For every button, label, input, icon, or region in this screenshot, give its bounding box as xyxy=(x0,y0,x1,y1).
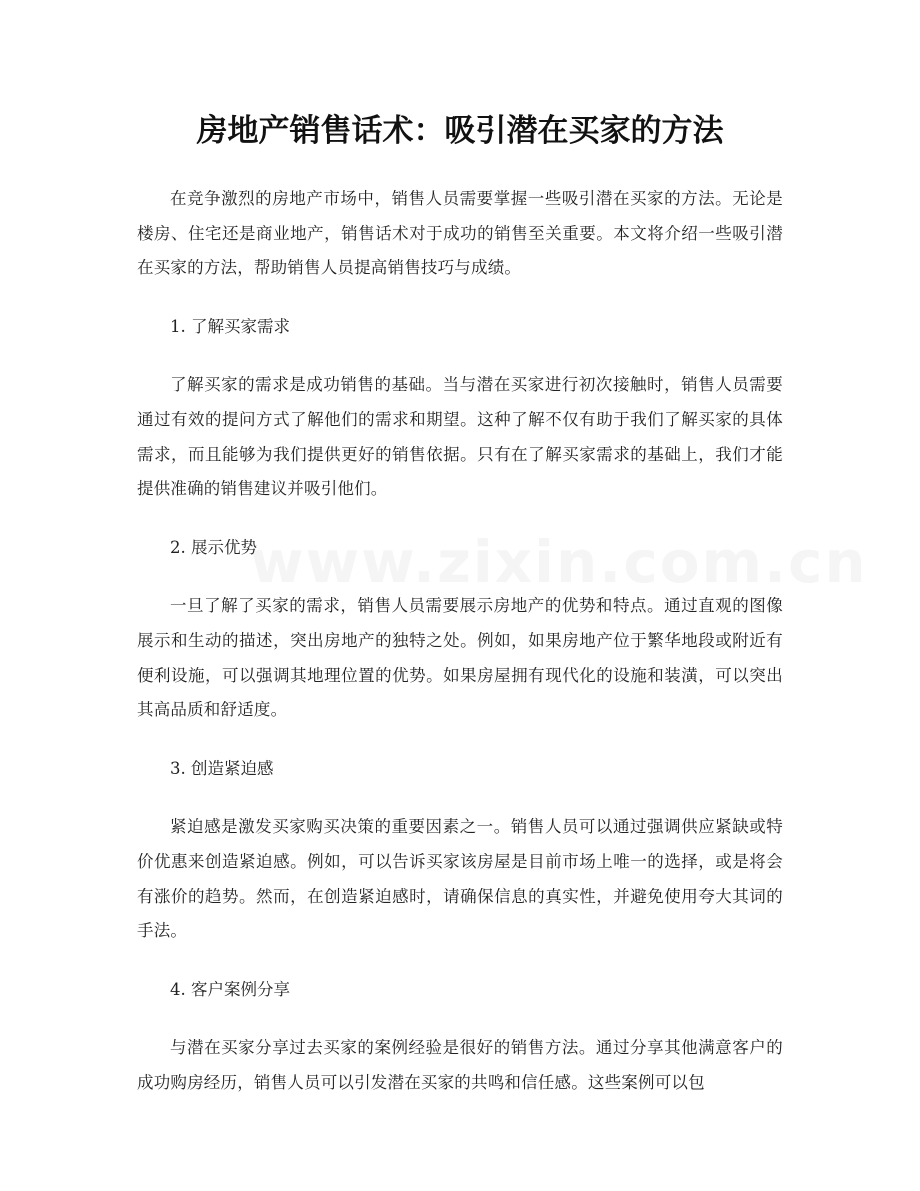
section-heading-1: 1. 了解买家需求 xyxy=(170,316,290,336)
intro-paragraph: 在竞争激烈的房地产市场中，销售人员需要掌握一些吸引潜在买家的方法。无论是楼房、住宅还是商业地产，销售话术对于成功的销售至关重要。本文将介绍一些吸引潜在买家的方法，帮助销售人员提高销售技巧与成绩。 xyxy=(137,189,783,278)
section-heading-2: 2. 展示优势 xyxy=(170,537,257,557)
document-title: 房地产销售话术：吸引潜在买家的方法 xyxy=(196,113,724,149)
section-heading-4: 4. 客户案例分享 xyxy=(170,979,290,999)
section-paragraph-2: 一旦了解了买家的需求，销售人员需要展示房地产的优势和特点。通过直观的图像展示和生动的描述，突出房地产的独特之处。例如，如果房地产位于繁华地段或附近有便利设施，可以强调其地理位置的优势。如果房屋拥有现代化的设施和装潢，可以突出其高品质和舒适度。 xyxy=(137,596,783,720)
section-paragraph-4: 与潜在买家分享过去买家的案例经验是很好的销售方法。通过分享其他满意客户的成功购房经历，销售人员可以引发潜在买家的共鸣和信任感。这些案例可以包 xyxy=(137,1038,783,1092)
watermark: www.zixin.com.cn xyxy=(250,528,868,596)
section-paragraph-1: 了解买家的需求是成功销售的基础。当与潜在买家进行初次接触时，销售人员需要通过有效的提问方式了解他们的需求和期望。这种了解不仅有助于我们了解买家的具体需求，而且能够为我们提供更好的销售依据。只有在了解买家需求的基础上，我们才能提供准确的销售建议并吸引他们。 xyxy=(137,375,783,499)
document-body xyxy=(137,182,868,1124)
section-heading-3: 3. 创造紧迫感 xyxy=(170,758,274,778)
section-paragraph-3: 紧迫感是激发买家购买决策的重要因素之一。销售人员可以通过强调供应紧缺或特价优惠来创造紧迫感。例如，可以告诉买家该房屋是目前市场上唯一的选择，或是将会有涨价的趋势。然而，在创造紧迫感时，请确保信息的真实性，并避免使用夸大其词的手法。 xyxy=(137,817,783,941)
